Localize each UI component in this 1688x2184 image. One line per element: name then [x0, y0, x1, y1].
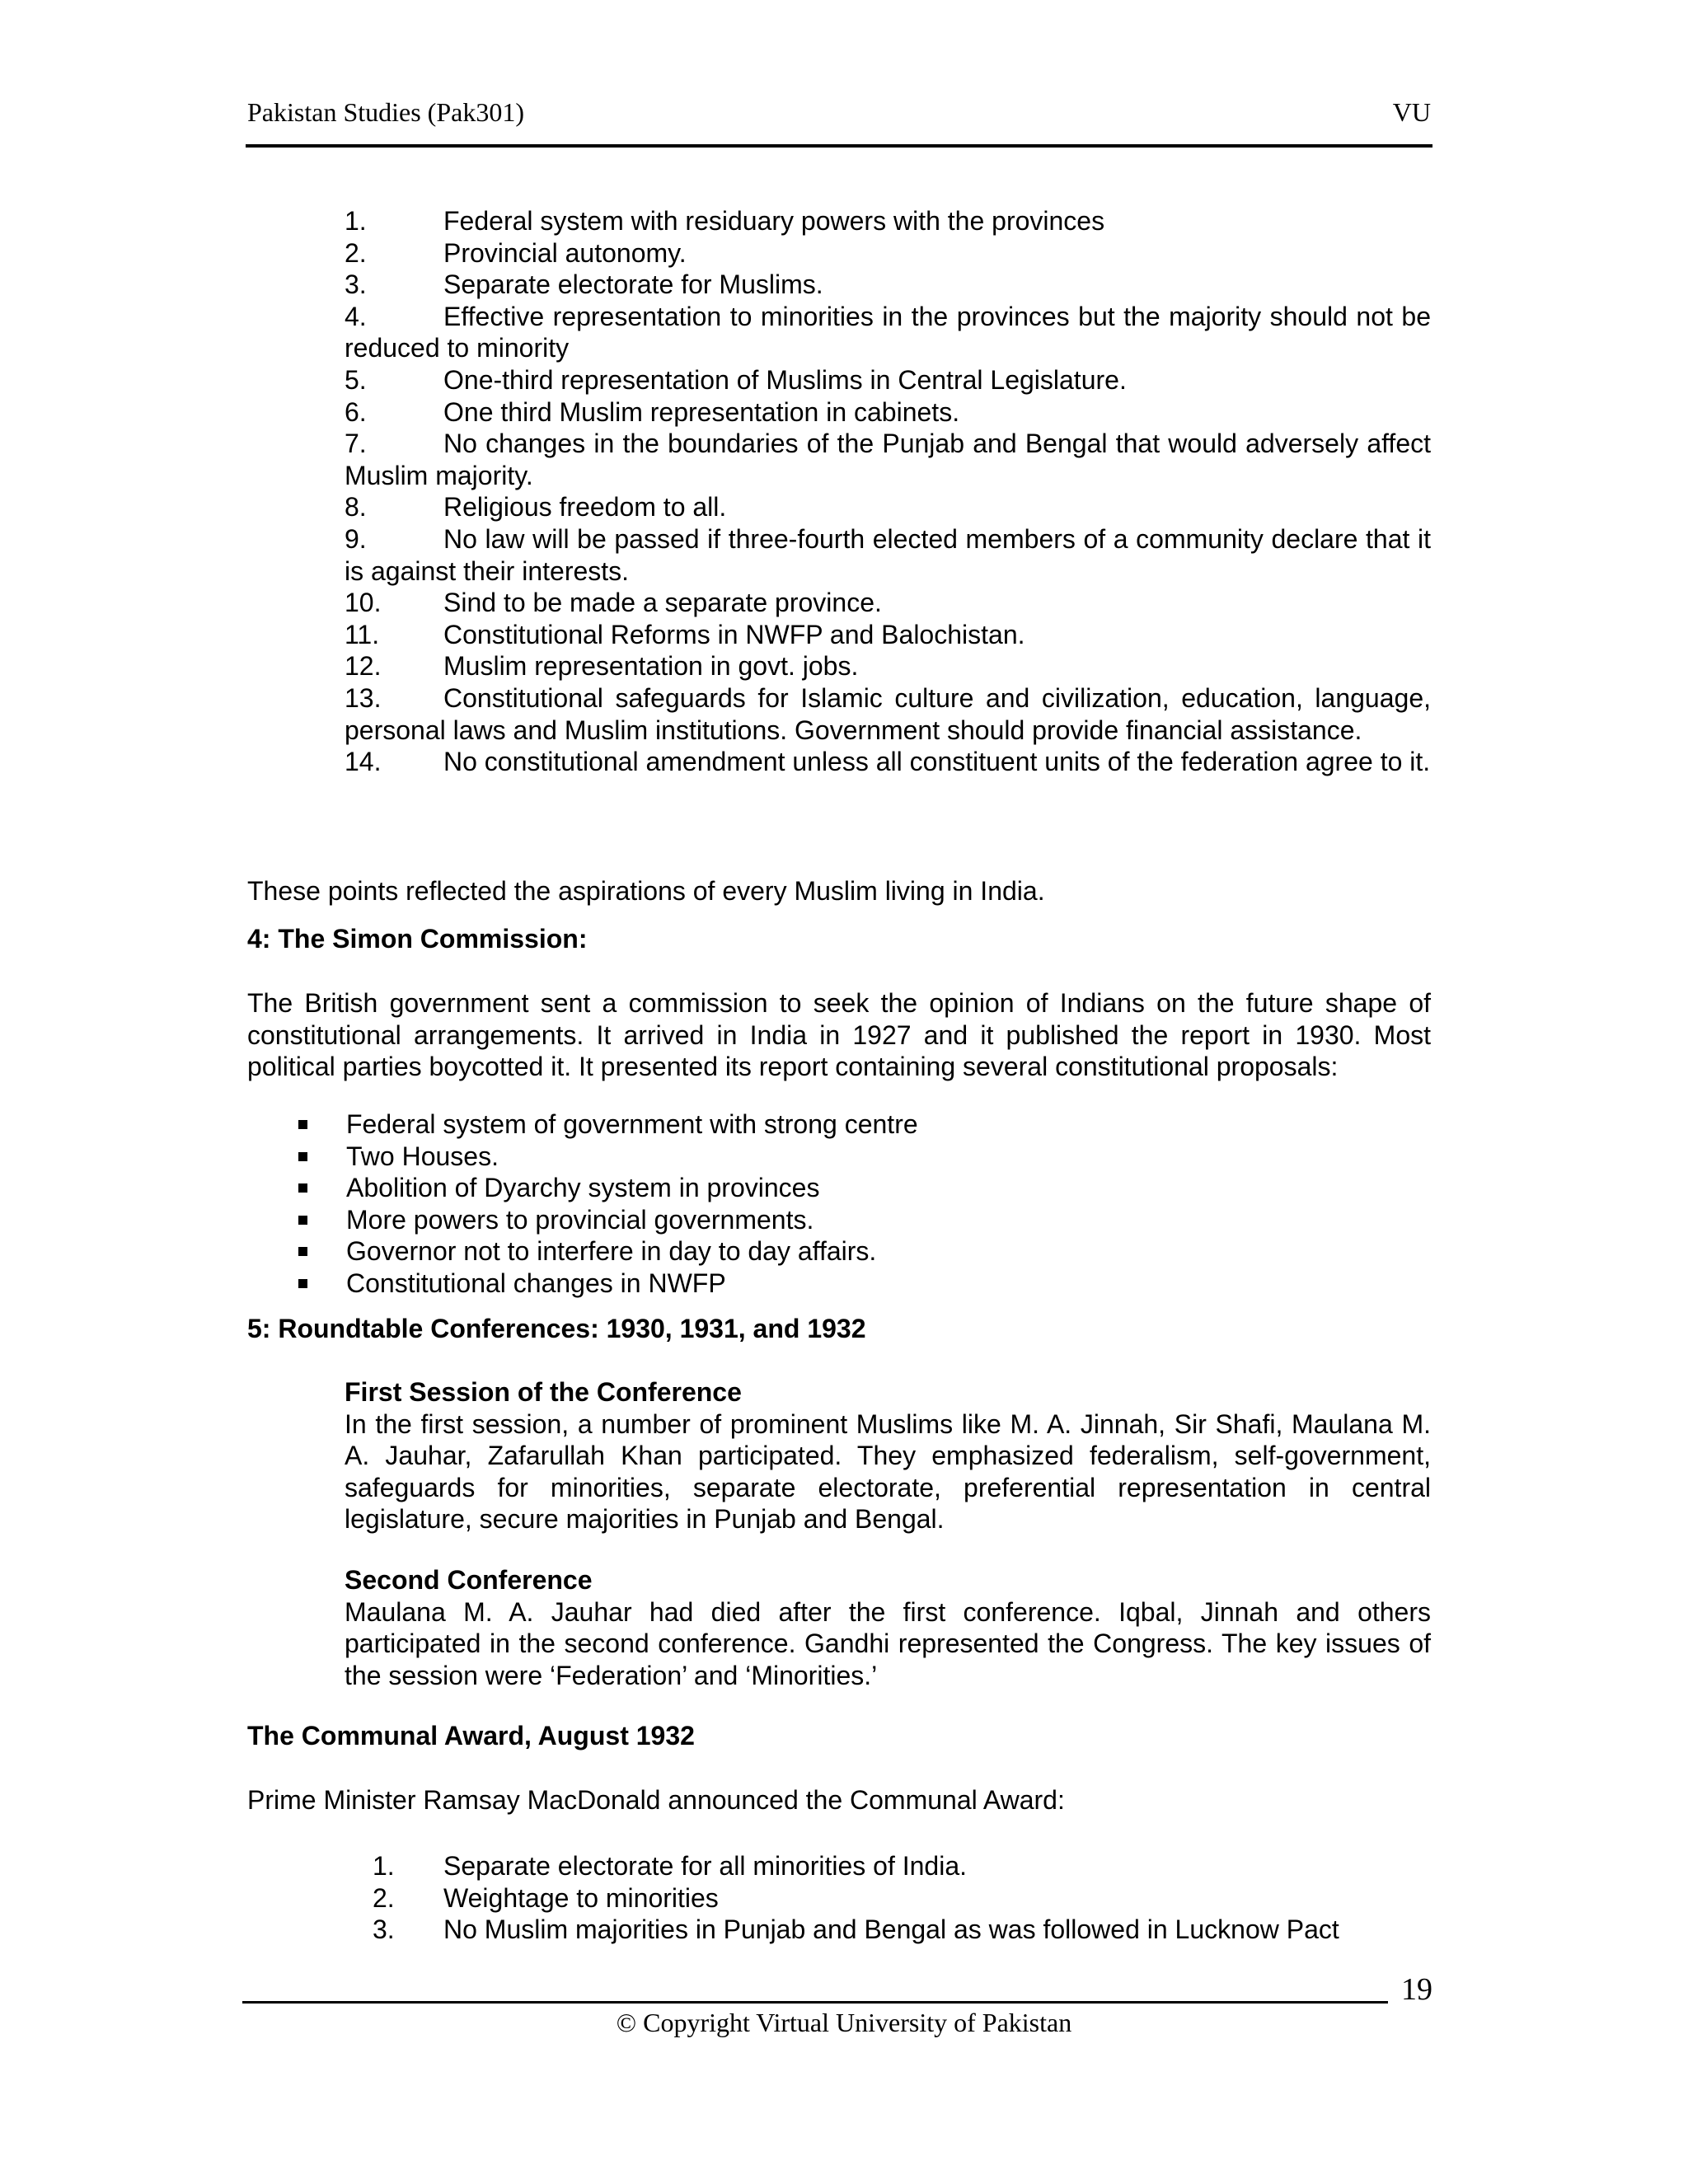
list-item	[345, 301, 1431, 364]
list-text: No constitutional amendment unless all constituent units of the federation agree to it.	[443, 747, 1431, 777]
second-conference-block	[345, 1564, 1431, 1691]
list-number: 6.	[345, 396, 367, 427]
list-text: Weightage to minorities	[443, 1882, 719, 1913]
bullet-square-icon	[298, 1216, 307, 1225]
list-text: More powers to provincial governments.	[346, 1204, 814, 1235]
list-item	[345, 396, 1431, 429]
list-text: Muslim representation in govt. jobs.	[443, 651, 859, 682]
list-number: 14.	[345, 747, 382, 777]
list-item	[345, 428, 1431, 491]
list-item	[345, 1850, 1339, 1882]
list-text: Federal system with residuary powers with the provinces	[443, 206, 1105, 236]
simon-paragraph: The British government sent a commission to seek the opinion of Indians on the future shape of constitutional arrangements. It arrived in India in 1927 and it published the report in 1930. Most political parties boycotted it. It presented its report containing several constitutional proposals:	[247, 988, 1431, 1082]
list-text: Constitutional Reforms in NWFP and Balochistan.	[443, 619, 1025, 649]
list-number: 1.	[373, 1851, 395, 1881]
first-session-text: In the first session, a number of prominent Muslims like M. A. Jinnah, Sir Shafi, Maulana M. A. Jauhar, Zafarullah Khan participated. They emphasized federalism, self-government, safeguards for minorities, separate electorate, preferential representation in central legislature, secure majorities in Punjab and Bengal.	[345, 1408, 1431, 1535]
list-text: Separate electorate for all minorities of India.	[443, 1851, 967, 1881]
list-text: Two Houses.	[346, 1141, 499, 1171]
simon-proposals-list	[293, 1108, 918, 1300]
list-number: 13.	[345, 682, 382, 713]
section-heading-simon: 4: The Simon Commission:	[247, 924, 588, 954]
list-number: 10.	[345, 588, 382, 618]
list-item	[293, 1235, 918, 1268]
bullet-square-icon	[298, 1279, 307, 1288]
list-number: 5.	[345, 364, 367, 395]
list-text: One third Muslim representation in cabinets.	[443, 396, 960, 427]
bullet-square-icon	[298, 1120, 307, 1129]
list-item	[345, 619, 1431, 651]
list-item	[293, 1108, 918, 1141]
fourteen-points-list	[345, 205, 1431, 778]
list-item	[293, 1204, 918, 1236]
header-rule	[246, 144, 1432, 148]
list-item	[345, 587, 1431, 619]
bullet-square-icon	[298, 1152, 307, 1161]
list-item	[293, 1172, 918, 1204]
list-number: 4.	[345, 301, 367, 331]
list-item	[345, 1882, 1339, 1915]
list-text: Religious freedom to all.	[443, 492, 727, 523]
list-item	[345, 269, 1431, 301]
list-number: 8.	[345, 492, 367, 523]
list-text: One-third representation of Muslims in Central Legislature.	[443, 364, 1127, 395]
header-institution: VU	[1392, 97, 1431, 127]
list-text: Federal system of government with strong centre	[346, 1109, 918, 1139]
section-heading-roundtable: 5: Roundtable Conferences: 1930, 1931, and 1932	[247, 1314, 866, 1343]
list-text: No Muslim majorities in Punjab and Bengal as was followed in Lucknow Pact	[443, 1915, 1339, 1945]
list-text: Provincial autonomy.	[443, 237, 687, 268]
first-session-block	[345, 1376, 1431, 1535]
header-course-title: Pakistan Studies (Pak301)	[247, 97, 524, 127]
list-item	[345, 1914, 1339, 1946]
list-item	[345, 746, 1431, 778]
list-text: No changes in the boundaries of the Punjab and Bengal that would adversely affect Muslim majority.	[345, 429, 1431, 490]
list-item	[345, 523, 1431, 587]
list-text: Constitutional changes in NWFP	[346, 1268, 726, 1298]
list-number: 11.	[345, 619, 380, 649]
list-number: 1.	[345, 206, 367, 236]
list-item	[293, 1141, 918, 1173]
list-text: Effective representation to minorities in the provinces but the majority should not be reduced to minority	[345, 301, 1431, 363]
list-item	[345, 205, 1431, 237]
points-summary: These points reflected the aspirations of every Muslim living in India.	[247, 876, 1045, 906]
first-session-title: First Session of the Conference	[345, 1377, 742, 1407]
communal-intro: Prime Minister Ramsay MacDonald announced the Communal Award:	[247, 1785, 1065, 1815]
list-item	[345, 237, 1431, 269]
list-number: 3.	[373, 1915, 395, 1945]
list-number: 3.	[345, 269, 367, 300]
list-item	[345, 491, 1431, 523]
list-text: Constitutional safeguards for Islamic culture and civilization, education, language, personal laws and Muslim institutions. Government should provide financial assistance.	[345, 682, 1431, 745]
list-item	[345, 650, 1431, 682]
list-number: 2.	[373, 1882, 395, 1913]
second-conference-text: Maulana M. A. Jauhar had died after the first conference. Iqbal, Jinnah and others participated in the second conference. Gandhi represented the Congress. The key issues of the session were ‘Federation’ and ‘Minorities.’	[345, 1596, 1431, 1690]
list-number: 7.	[345, 429, 367, 459]
communal-award-list	[345, 1850, 1339, 1946]
list-item	[345, 364, 1431, 396]
page-number: 19	[1401, 1972, 1432, 2007]
list-text: Governor not to interfere in day to day affairs.	[346, 1236, 877, 1267]
list-item	[345, 682, 1431, 746]
list-text: Separate electorate for Muslims.	[443, 269, 823, 300]
footer-rule	[242, 2001, 1388, 2004]
list-text: No law will be passed if three-fourth elected members of a community declare that it is against their interests.	[345, 523, 1431, 586]
list-number: 12.	[345, 651, 382, 682]
list-text: Abolition of Dyarchy system in provinces	[346, 1173, 820, 1203]
footer-copyright: © Copyright Virtual University of Pakistan	[616, 2008, 1072, 2037]
list-number: 2.	[345, 237, 367, 268]
list-number: 9.	[345, 523, 367, 554]
bullet-square-icon	[298, 1183, 307, 1193]
section-heading-communal-award: The Communal Award, August 1932	[247, 1721, 695, 1750]
list-item	[293, 1268, 918, 1300]
list-text: Sind to be made a separate province.	[443, 588, 882, 618]
bullet-square-icon	[298, 1247, 307, 1256]
second-conference-title: Second Conference	[345, 1565, 593, 1595]
